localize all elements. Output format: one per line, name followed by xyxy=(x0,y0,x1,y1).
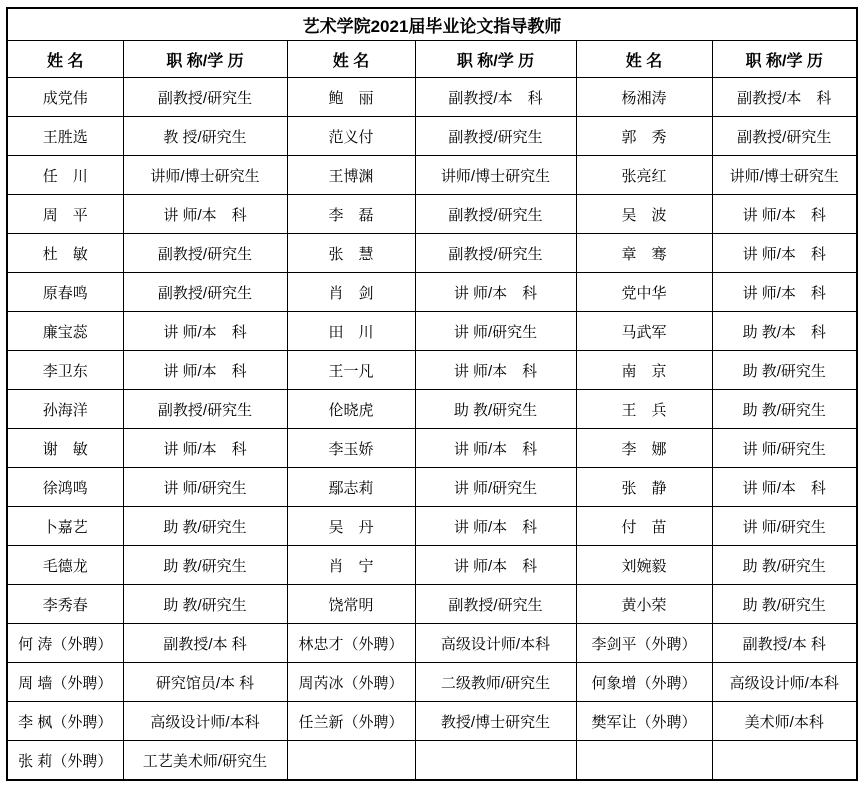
title-cell: 教 授/研究生 xyxy=(123,117,287,156)
header-name-1: 姓 名 xyxy=(7,41,123,78)
name-cell: 徐鸿鸣 xyxy=(7,468,123,507)
title-cell: 讲 师/本 科 xyxy=(712,195,857,234)
table-row xyxy=(7,585,857,624)
title-cell: 讲 师/本 科 xyxy=(123,351,287,390)
table-header-row xyxy=(7,41,857,78)
name-cell: 任 川 xyxy=(7,156,123,195)
title-cell xyxy=(415,741,576,781)
name-cell: 毛德龙 xyxy=(7,546,123,585)
table-row xyxy=(7,351,857,390)
name-cell: 李玉娇 xyxy=(287,429,415,468)
table-row xyxy=(7,117,857,156)
title-cell: 讲 师/本 科 xyxy=(123,195,287,234)
name-cell: 卜嘉艺 xyxy=(7,507,123,546)
name-cell: 张 莉（外聘） xyxy=(7,741,123,781)
title-cell: 讲 师/本 科 xyxy=(415,546,576,585)
title-cell: 二级教师/研究生 xyxy=(415,663,576,702)
name-cell: 原春鸣 xyxy=(7,273,123,312)
title-cell: 讲 师/本 科 xyxy=(415,351,576,390)
advisors-table xyxy=(6,7,858,781)
name-cell: 周 墙（外聘） xyxy=(7,663,123,702)
table-row xyxy=(7,468,857,507)
title-cell: 副教授/研究生 xyxy=(415,117,576,156)
name-cell: 任兰新（外聘） xyxy=(287,702,415,741)
title-cell: 副教授/研究生 xyxy=(415,195,576,234)
title-cell: 助 教/研究生 xyxy=(712,546,857,585)
name-cell: 王胜选 xyxy=(7,117,123,156)
title-cell: 讲 师/本 科 xyxy=(123,429,287,468)
table-row xyxy=(7,273,857,312)
table-row xyxy=(7,195,857,234)
name-cell: 何象增（外聘） xyxy=(576,663,712,702)
table-row xyxy=(7,78,857,117)
name-cell: 伦晓虎 xyxy=(287,390,415,429)
header-title-2: 职 称/学 历 xyxy=(415,41,576,78)
title-cell: 讲 师/本 科 xyxy=(712,273,857,312)
name-cell: 李 娜 xyxy=(576,429,712,468)
title-cell: 副教授/研究生 xyxy=(712,117,857,156)
name-cell: 成党伟 xyxy=(7,78,123,117)
title-cell: 工艺美术师/研究生 xyxy=(123,741,287,781)
title-cell: 高级设计师/本科 xyxy=(123,702,287,741)
name-cell: 杨湘涛 xyxy=(576,78,712,117)
table-row xyxy=(7,546,857,585)
name-cell: 李卫东 xyxy=(7,351,123,390)
name-cell: 黄小荣 xyxy=(576,585,712,624)
title-cell: 教授/博士研究生 xyxy=(415,702,576,741)
title-cell: 讲 师/本 科 xyxy=(712,468,857,507)
name-cell: 廉宝蕊 xyxy=(7,312,123,351)
name-cell: 张 静 xyxy=(576,468,712,507)
table-row xyxy=(7,429,857,468)
name-cell: 何 涛（外聘） xyxy=(7,624,123,663)
name-cell: 范义付 xyxy=(287,117,415,156)
name-cell: 南 京 xyxy=(576,351,712,390)
name-cell: 李 磊 xyxy=(287,195,415,234)
name-cell: 郭 秀 xyxy=(576,117,712,156)
name-cell: 李 枫（外聘） xyxy=(7,702,123,741)
name-cell: 孙海洋 xyxy=(7,390,123,429)
name-cell: 李剑平（外聘） xyxy=(576,624,712,663)
name-cell: 周 平 xyxy=(7,195,123,234)
name-cell: 章 骞 xyxy=(576,234,712,273)
title-cell xyxy=(712,741,857,781)
title-cell: 讲 师/本 科 xyxy=(415,507,576,546)
title-cell: 助 教/研究生 xyxy=(712,351,857,390)
title-cell: 高级设计师/本科 xyxy=(712,663,857,702)
name-cell: 张亮红 xyxy=(576,156,712,195)
title-cell: 讲师/博士研究生 xyxy=(123,156,287,195)
title-cell: 助 教/本 科 xyxy=(712,312,857,351)
table-row xyxy=(7,624,857,663)
name-cell: 张 慧 xyxy=(287,234,415,273)
title-cell: 助 教/研究生 xyxy=(123,507,287,546)
table-row xyxy=(7,234,857,273)
table-row xyxy=(7,702,857,741)
name-cell: 林忠才（外聘） xyxy=(287,624,415,663)
name-cell: 鲍 丽 xyxy=(287,78,415,117)
title-cell: 讲 师/研究生 xyxy=(712,507,857,546)
title-cell: 讲师/博士研究生 xyxy=(712,156,857,195)
title-cell: 讲 师/本 科 xyxy=(415,429,576,468)
table-row xyxy=(7,312,857,351)
name-cell: 王 兵 xyxy=(576,390,712,429)
title-cell: 讲 师/本 科 xyxy=(415,273,576,312)
name-cell: 王一凡 xyxy=(287,351,415,390)
name-cell: 田 川 xyxy=(287,312,415,351)
title-cell: 研究馆员/本 科 xyxy=(123,663,287,702)
name-cell: 周芮冰（外聘） xyxy=(287,663,415,702)
name-cell: 付 苗 xyxy=(576,507,712,546)
header-title-1: 职 称/学 历 xyxy=(123,41,287,78)
table-body xyxy=(7,78,857,781)
name-cell: 马武军 xyxy=(576,312,712,351)
name-cell: 吴 波 xyxy=(576,195,712,234)
table-row xyxy=(7,507,857,546)
title-cell: 美术师/本科 xyxy=(712,702,857,741)
title-cell: 副教授/本 科 xyxy=(712,78,857,117)
name-cell: 刘婉毅 xyxy=(576,546,712,585)
name-cell: 王博渊 xyxy=(287,156,415,195)
name-cell: 吴 丹 xyxy=(287,507,415,546)
table-row xyxy=(7,156,857,195)
title-cell: 讲师/博士研究生 xyxy=(415,156,576,195)
title-cell: 讲 师/研究生 xyxy=(415,468,576,507)
table-title: 艺术学院2021届毕业论文指导教师 xyxy=(7,8,857,41)
title-cell: 高级设计师/本科 xyxy=(415,624,576,663)
header-name-3: 姓 名 xyxy=(576,41,712,78)
title-cell: 副教授/研究生 xyxy=(123,390,287,429)
title-cell: 讲 师/研究生 xyxy=(123,468,287,507)
title-cell: 助 教/研究生 xyxy=(415,390,576,429)
name-cell: 樊军让（外聘） xyxy=(576,702,712,741)
name-cell: 肖 宁 xyxy=(287,546,415,585)
table-row xyxy=(7,390,857,429)
name-cell: 党中华 xyxy=(576,273,712,312)
title-cell: 讲 师/研究生 xyxy=(415,312,576,351)
title-cell: 讲 师/本 科 xyxy=(123,312,287,351)
title-cell: 助 教/研究生 xyxy=(123,585,287,624)
name-cell xyxy=(576,741,712,781)
title-cell: 副教授/本 科 xyxy=(712,624,857,663)
name-cell: 肖 剑 xyxy=(287,273,415,312)
title-cell: 副教授/本 科 xyxy=(415,78,576,117)
header-title-3: 职 称/学 历 xyxy=(712,41,857,78)
title-cell: 讲 师/本 科 xyxy=(712,234,857,273)
name-cell: 杜 敏 xyxy=(7,234,123,273)
title-cell: 副教授/研究生 xyxy=(123,234,287,273)
title-cell: 助 教/研究生 xyxy=(123,546,287,585)
title-cell: 副教授/研究生 xyxy=(415,585,576,624)
title-cell: 副教授/研究生 xyxy=(123,273,287,312)
table-row xyxy=(7,663,857,702)
name-cell: 李秀春 xyxy=(7,585,123,624)
table-title-row xyxy=(7,8,857,41)
name-cell: 谢 敏 xyxy=(7,429,123,468)
header-name-2: 姓 名 xyxy=(287,41,415,78)
title-cell: 讲 师/研究生 xyxy=(712,429,857,468)
title-cell: 副教授/本 科 xyxy=(123,624,287,663)
name-cell: 饶常明 xyxy=(287,585,415,624)
title-cell: 副教授/研究生 xyxy=(415,234,576,273)
title-cell: 副教授/研究生 xyxy=(123,78,287,117)
name-cell xyxy=(287,741,415,781)
title-cell: 助 教/研究生 xyxy=(712,585,857,624)
table-row xyxy=(7,741,857,781)
title-cell: 助 教/研究生 xyxy=(712,390,857,429)
name-cell: 鄢志莉 xyxy=(287,468,415,507)
